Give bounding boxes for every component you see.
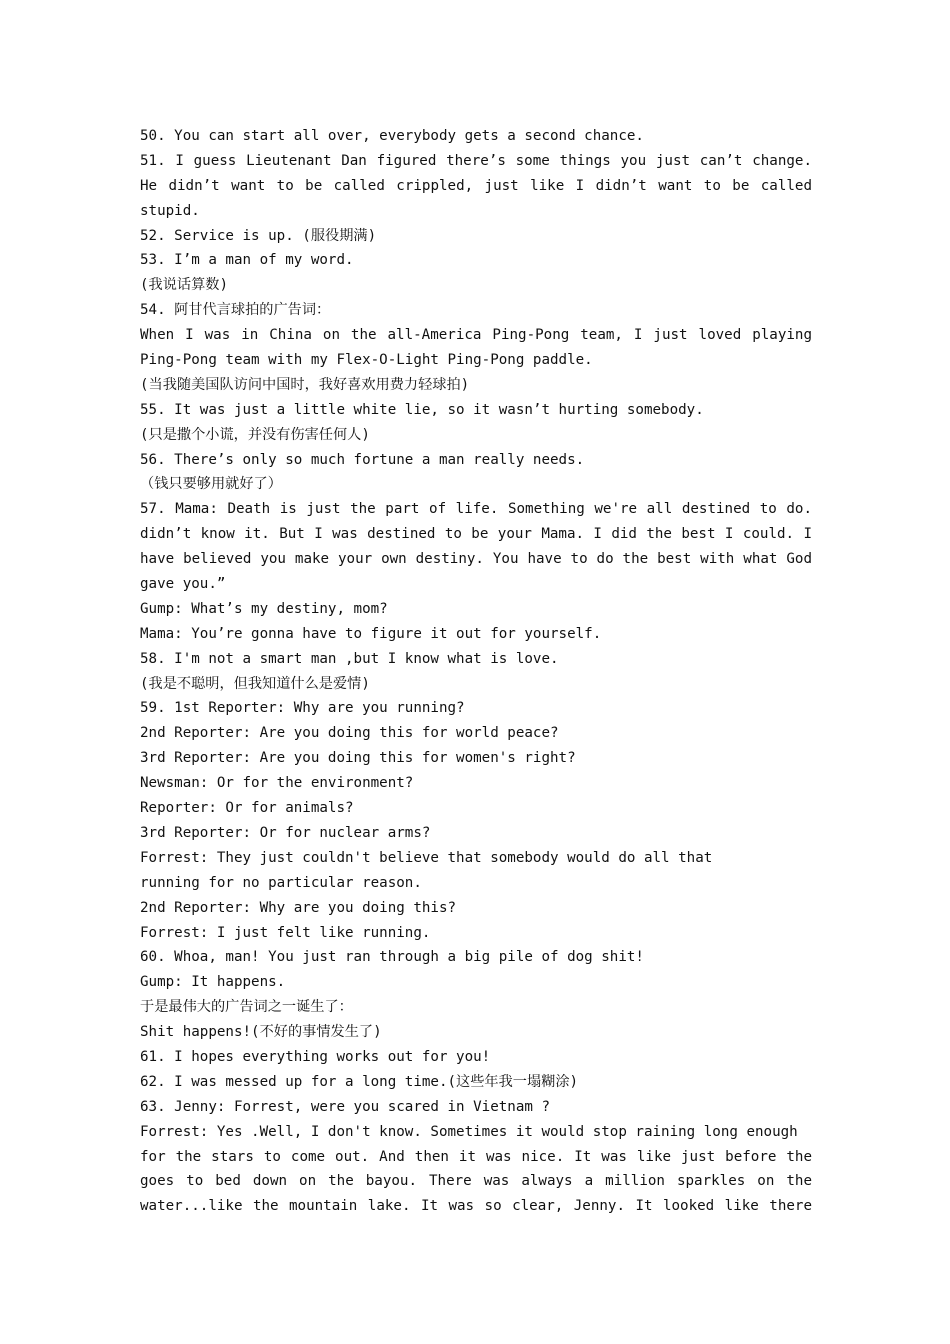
text-line: Forrest: Yes .Well, I don't know. Sometimes it would stop raining long enough — [140, 1123, 798, 1140]
text-line: gave you.” — [140, 576, 226, 593]
text-line: (我是不聪明，但我知道什么是爱情) — [140, 675, 370, 692]
text-line: 58. I'm not a smart man ,but I know what is love. — [140, 650, 559, 667]
text-line: 50. You can start all over, everybody gets a second chance. — [140, 128, 644, 144]
text-line: didn’t know it. But I was destined to be your Mama. I did the best I could. I — [140, 526, 812, 543]
text-line: Reporter: Or for animals? — [140, 800, 354, 817]
text-line: running for no particular reason. — [140, 874, 422, 891]
text-line: 59. 1st Reporter: Why are you running? — [140, 700, 465, 717]
text-line: 61. I hopes everything works out for you! — [140, 1048, 491, 1065]
text-line: When I was in China on the all-America Ping-Pong team, I just loved playing — [140, 327, 812, 344]
text-line: Forrest: They just couldn't believe that somebody would do all that — [140, 849, 713, 866]
text-line: 52. Service is up. (服役期满) — [140, 227, 377, 244]
text-line: （钱只要够用就好了） — [140, 476, 282, 493]
text-line: 于是最伟大的广告词之一诞生了： — [140, 999, 353, 1016]
text-line: Gump: What’s my destiny, mom? — [140, 600, 388, 617]
text-line: Ping-Pong team with my Flex-O-Light Ping-Pong paddle. — [140, 352, 593, 369]
text-line: 2nd Reporter: Are you doing this for world peace? — [140, 725, 559, 742]
text-line: 63. Jenny: Forrest, were you scared in Vietnam ? — [140, 1098, 550, 1115]
text-line: goes to bed down on the bayou. There was always a million sparkles on the — [140, 1173, 812, 1190]
text-line: Gump: It happens. — [140, 974, 286, 991]
document-body — [140, 124, 812, 1219]
text-line: 62. I was messed up for a long time.(这些年我一塌糊涂) — [140, 1073, 579, 1090]
text-line: 51. I guess Lieutenant Dan figured there’s some things you just can’t change. — [140, 152, 812, 169]
text-line: Newsman: Or for the environment? — [140, 775, 414, 792]
text-line: He didn’t want to be called crippled, just like I didn’t want to be called — [140, 177, 812, 194]
text-line: Mama: You’re gonna have to figure it out for yourself. — [140, 625, 602, 642]
text-line: 56. There’s only so much fortune a man really needs. — [140, 451, 585, 468]
text-line: 55. It was just a little white lie, so it wasn’t hurting somebody. — [140, 401, 704, 418]
text-line: (我说话算数) — [140, 277, 229, 294]
text-line: (只是撒个小谎，并没有伤害任何人) — [140, 426, 370, 443]
text-line: have believed you make your own destiny. You have to do the best with what God — [140, 551, 812, 568]
text-line: 60. Whoa, man! You just ran through a big pile of dog shit! — [140, 949, 644, 966]
text-line: Shit happens!(不好的事情发生了) — [140, 1024, 382, 1041]
text-line: 3rd Reporter: Are you doing this for women's right? — [140, 750, 576, 767]
text-line: stupid. — [140, 202, 200, 219]
text-line: 53. I’m a man of my word. — [140, 252, 354, 269]
text-line: water...like the mountain lake. It was so clear, Jenny. It looked like there — [140, 1198, 812, 1215]
text-line: 3rd Reporter: Or for nuclear arms? — [140, 824, 431, 841]
text-line: 57. Mama: Death is just the part of life. Something we're all destined to do. — [140, 501, 812, 518]
text-line: (当我随美国队访问中国时，我好喜欢用费力轻球拍) — [140, 376, 470, 393]
text-line: 54. 阿甘代言球拍的广告词： — [140, 302, 331, 319]
text-line: for the stars to come out. And then it was nice. It was like just before the — [140, 1148, 812, 1165]
text-line: 2nd Reporter: Why are you doing this? — [140, 899, 457, 916]
text-line: Forrest: I just felt like running. — [140, 924, 431, 941]
